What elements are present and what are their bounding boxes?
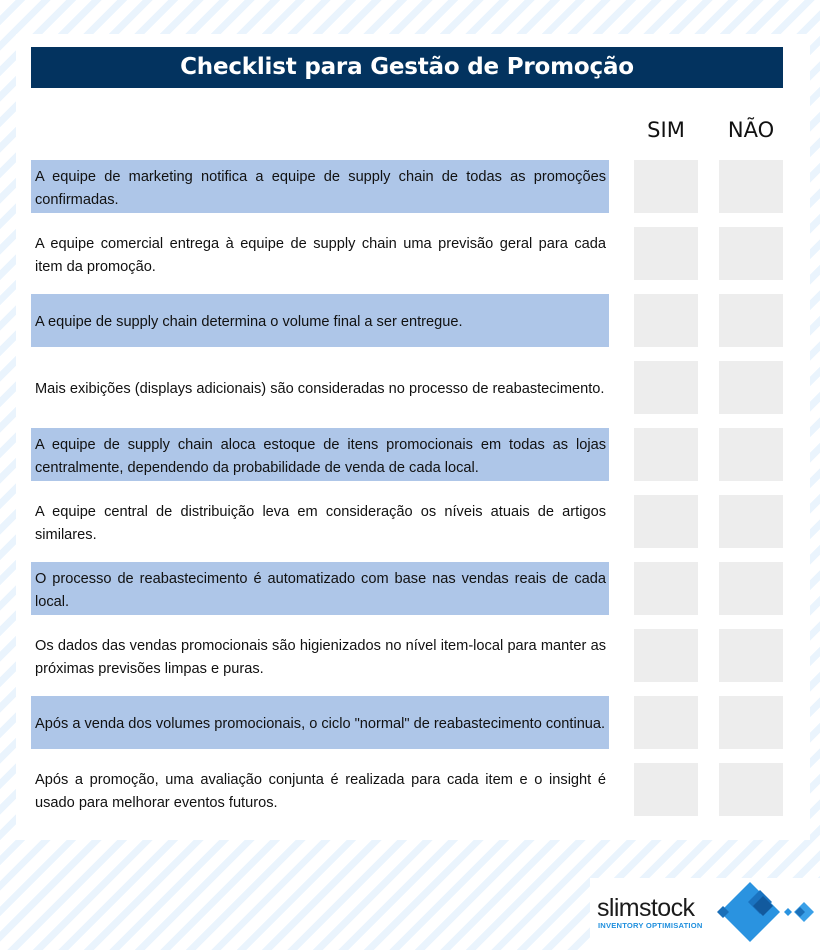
sim-checkbox[interactable] — [634, 361, 698, 414]
item-label: Os dados das vendas promocionais são higienizados no nível item-local para manter as próximas previsões limpas e puras. — [35, 637, 606, 677]
checklist-row — [31, 160, 798, 213]
column-header-nao: NÃO — [727, 118, 775, 142]
item-label: Após a venda dos volumes promocionais, o ciclo "normal" de reabastecimento continua. — [35, 716, 606, 732]
checklist-item-text — [31, 428, 609, 481]
checklist-item-text — [31, 160, 609, 213]
nao-checkbox[interactable] — [719, 495, 783, 548]
checklist-row — [31, 294, 798, 347]
logo-wordmark: slimstock — [597, 894, 695, 922]
page-title: Checklist para Gestão de Promoção — [31, 47, 783, 88]
sim-checkbox[interactable] — [634, 294, 698, 347]
checklist-item-text — [31, 227, 609, 280]
item-label: A equipe de supply chain aloca estoque de itens promocionais em todas as lojas centralmente, dependendo da probabilidade de venda de cada local. — [35, 436, 606, 476]
checklist-row — [31, 696, 798, 749]
sim-checkbox[interactable] — [634, 763, 698, 816]
diamond-cluster-icon — [708, 878, 820, 950]
checklist-item-text — [31, 696, 609, 749]
checklist-row — [31, 495, 798, 548]
sim-checkbox[interactable] — [634, 562, 698, 615]
nao-checkbox[interactable] — [719, 696, 783, 749]
item-label: A equipe de supply chain determina o volume final a ser entregue. — [35, 314, 463, 330]
checklist-item-text — [31, 763, 609, 816]
sim-checkbox[interactable] — [634, 495, 698, 548]
nao-checkbox[interactable] — [719, 361, 783, 414]
item-label: A equipe comercial entrega à equipe de supply chain uma previsão geral para cada item da promoção. — [35, 235, 606, 275]
item-label: A equipe de marketing notifica a equipe de supply chain de todas as promoções confirmadas. — [35, 168, 606, 208]
item-label: Após a promoção, uma avaliação conjunta é realizada para cada item e o insight é usado para melhorar eventos futuros. — [35, 771, 606, 811]
item-label: Mais exibições (displays adicionais) são consideradas no processo de reabastecimento. — [35, 381, 605, 397]
checklist-card — [16, 34, 810, 840]
sim-checkbox[interactable] — [634, 428, 698, 481]
checklist-item-text — [31, 562, 609, 615]
item-label: O processo de reabastecimento é automatizado com base nas vendas reais de cada local. — [35, 570, 606, 610]
checklist-row — [31, 227, 798, 280]
checklist-item-text — [31, 629, 609, 682]
nao-checkbox[interactable] — [719, 763, 783, 816]
sim-checkbox[interactable] — [634, 160, 698, 213]
checklist-item-text — [31, 361, 609, 414]
sim-checkbox[interactable] — [634, 696, 698, 749]
checklist-item-text — [31, 495, 609, 548]
sim-checkbox[interactable] — [634, 629, 698, 682]
nao-checkbox[interactable] — [719, 428, 783, 481]
checklist-row — [31, 361, 798, 414]
item-label: A equipe central de distribuição leva em consideração os níveis atuais de artigos similares. — [35, 503, 606, 543]
nao-checkbox[interactable] — [719, 227, 783, 280]
checklist-item-text — [31, 294, 609, 347]
nao-checkbox[interactable] — [719, 160, 783, 213]
nao-checkbox[interactable] — [719, 294, 783, 347]
nao-checkbox[interactable] — [719, 629, 783, 682]
checklist-row — [31, 629, 798, 682]
checklist-row — [31, 763, 798, 816]
nao-checkbox[interactable] — [719, 562, 783, 615]
checklist-row — [31, 562, 798, 615]
column-header-sim: SIM — [647, 118, 685, 142]
logo-tagline: INVENTORY OPTIMISATION — [598, 921, 703, 930]
checklist-row — [31, 428, 798, 481]
sim-checkbox[interactable] — [634, 227, 698, 280]
slimstock-logo — [590, 878, 820, 950]
